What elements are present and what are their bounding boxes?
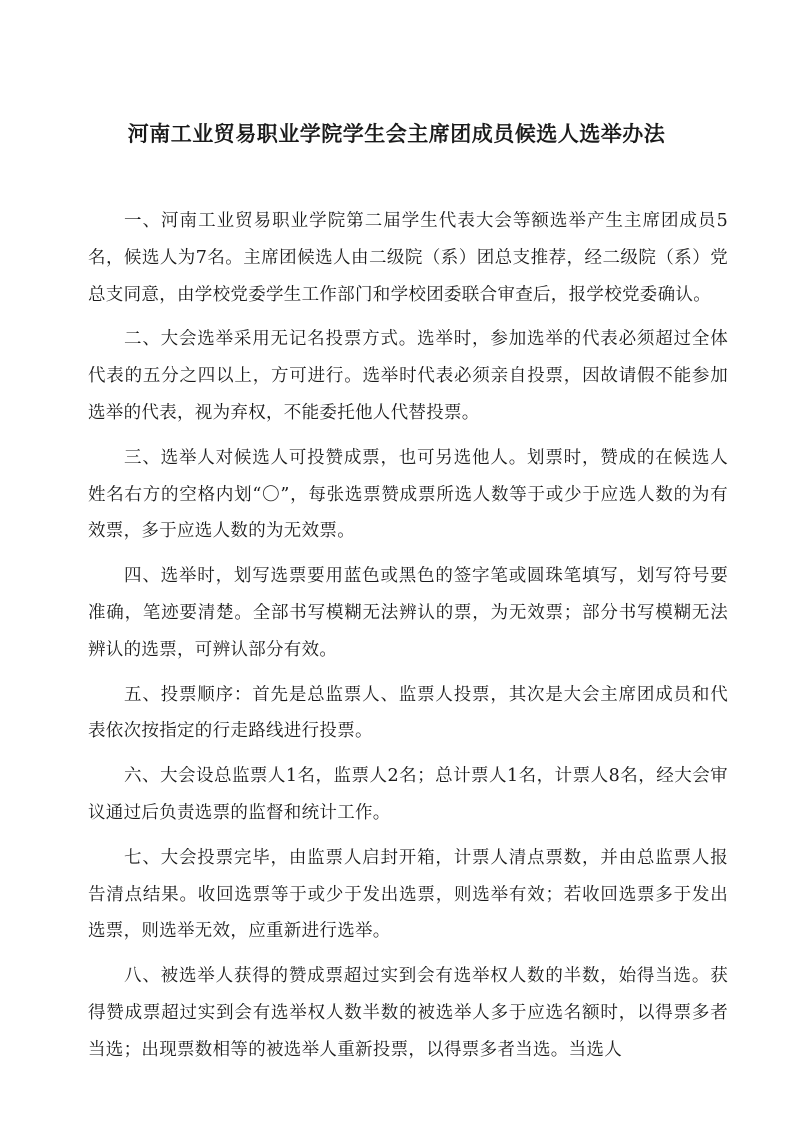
document-body (88, 203, 728, 1077)
document-title: 河南工业贸易职业学院学生会主席团成员候选人选举办法 (127, 122, 666, 146)
paragraph-2: 二、大会选举采用无记名投票方式。选举时，参加选举的代表必须超过全体代表的五分之四以上，方可进行。选举时代表必须亲自投票，因故请假不能参加选举的代表，视为弃权，不能委托他人代替投票。 (88, 329, 728, 423)
paragraph-5: 五、投票顺序：首先是总监票人、监票人投票，其次是大会主席团成员和代表依次按指定的行走路线进行投票。 (88, 684, 728, 742)
paragraph-1: 一、河南工业贸易职业学院第二届学生代表大会等额选举产生主席团成员5名，候选人为7名。主席团候选人由二级院（系）团总支推荐，经二级院（系）党总支同意，由学校党委学生工作部门和学校团委联合审查后，报学校党委确认。 (88, 211, 728, 305)
paragraph-6: 六、大会设总监票人1名，监票人2名；总计票人1名，计票人8名，经大会审议通过后负责选票的监督和统计工作。 (88, 766, 728, 823)
paragraph-4: 四、选举时，划写选票要用蓝色或黑色的签字笔或圆珠笔填写，划写符号要准确，笔迹要清楚。全部书写模糊无法辨认的票，为无效票；部分书写模糊无法辨认的选票，可辨认部分有效。 (88, 566, 728, 660)
paragraph-8: 八、被选举人获得的赞成票超过实到会有选举权人数的半数，始得当选。获得赞成票超过实到会有选举权人数半数的被选举人多于应选名额时，以得票多者当选；出现票数相等的被选举人重新投票，以得票多者当选。当选人 (88, 966, 728, 1060)
paragraph-3: 三、选举人对候选人可投赞成票，也可另选他人。划票时，赞成的在候选人姓名右方的空格内划“〇”，每张选票赞成票所选人数等于或少于应选人数的为有效票，多于应选人数的为无效票。 (88, 447, 728, 542)
paragraph-7: 七、大会投票完毕，由监票人启封开箱，计票人清点票数，并由总监票人报告清点结果。收回选票等于或少于发出选票，则选举有效；若收回选票多于发出选票，则选举无效，应重新进行选举。 (88, 847, 728, 942)
